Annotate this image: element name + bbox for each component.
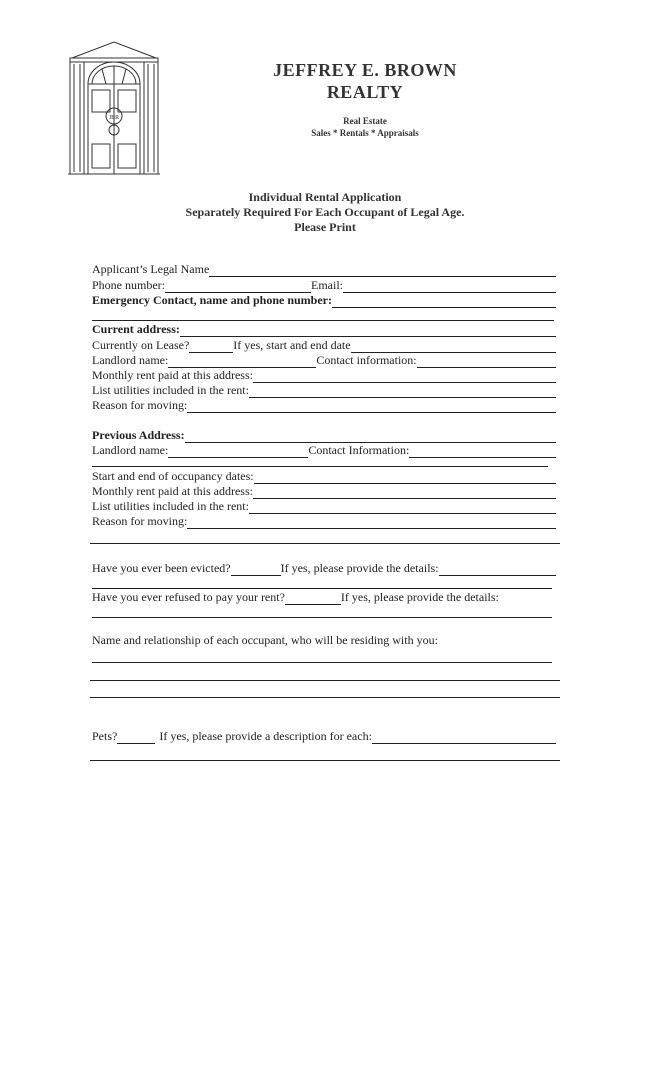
previous-landlord-row [92, 443, 556, 458]
applicant-name-field[interactable] [209, 265, 556, 277]
evicted-details-label: If yes, please provide the details: [280, 561, 439, 575]
previous-address-row [92, 428, 556, 443]
lease-dates-field[interactable] [351, 341, 556, 353]
current-landlord-field[interactable] [168, 356, 316, 368]
applicant-name-row [92, 262, 556, 277]
previous-rent-label: Monthly rent paid at this address: [92, 484, 253, 498]
realty-logo [68, 38, 160, 178]
phone-label: Phone number: [92, 278, 165, 292]
current-rent-field[interactable] [253, 371, 556, 383]
evicted-row [92, 561, 556, 576]
form-instruction: Please Print [294, 220, 356, 234]
current-utilities-field[interactable] [249, 386, 556, 398]
previous-utilities-row [92, 499, 556, 514]
refused-rent-details-label: If yes, please provide the details: [340, 590, 499, 604]
form-subtitle: Separately Required For Each Occupant of Legal Age. [185, 205, 465, 219]
previous-address-field[interactable] [185, 431, 556, 443]
refused-rent-details-line[interactable] [92, 617, 552, 618]
previous-section-divider[interactable] [90, 543, 560, 544]
refused-rent-label: Have you ever refused to pay your rent? [92, 590, 285, 604]
evicted-details-field[interactable] [439, 564, 556, 576]
applicant-name-label: Applicant’s Legal Name [92, 262, 210, 276]
email-label: Email: [311, 278, 343, 292]
emergency-contact-row [92, 293, 556, 308]
previous-reason-row [92, 514, 556, 529]
pets-details-label: If yes, please provide a description for each: [159, 729, 372, 743]
email-field[interactable] [343, 281, 556, 293]
lease-dates-label: If yes, start and end date [233, 338, 351, 352]
previous-dates-field[interactable] [254, 472, 556, 484]
current-landlord-label: Landlord name: [92, 353, 169, 367]
occupants-line-3[interactable] [90, 697, 560, 698]
previous-dates-row [92, 469, 556, 484]
emergency-contact-label: Emergency Contact, name and phone number: [92, 293, 332, 307]
phone-email-row [92, 278, 556, 293]
form-title: Individual Rental Application [248, 190, 402, 204]
previous-utilities-label: List utilities included in the rent: [92, 499, 249, 513]
phone-field[interactable] [165, 281, 311, 293]
current-utilities-row [92, 383, 556, 398]
emergency-contact-extra-line[interactable] [92, 320, 554, 321]
lease-label: Currently on Lease? [92, 338, 190, 352]
company-name-realty: REALTY [326, 82, 404, 102]
svg-text:JBR: JBR [108, 115, 120, 121]
refused-rent-row [92, 590, 556, 605]
current-contact-label: Contact information: [316, 353, 417, 367]
company-name: JEFFREY E. BROWN [273, 60, 457, 80]
evicted-label: Have you ever been evicted? [92, 561, 231, 575]
occupants-line-1[interactable] [92, 662, 552, 663]
lease-row [92, 338, 556, 353]
pets-row [92, 729, 556, 744]
previous-rent-field[interactable] [253, 487, 556, 499]
current-rent-label: Monthly rent paid at this address: [92, 368, 253, 382]
pets-extra-line[interactable] [90, 760, 560, 761]
pets-details-field[interactable] [372, 732, 556, 744]
occupants-row [92, 633, 556, 648]
current-contact-field[interactable] [417, 356, 556, 368]
pets-field[interactable] [117, 732, 155, 744]
emergency-contact-field[interactable] [332, 296, 556, 308]
previous-reason-field[interactable] [187, 517, 556, 529]
previous-contact-label: Contact Information: [308, 443, 410, 457]
evicted-extra-line[interactable] [92, 588, 552, 589]
previous-landlord-label: Landlord name: [92, 443, 169, 457]
current-landlord-row [92, 353, 556, 368]
current-address-row [92, 322, 556, 337]
current-utilities-label: List utilities included in the rent: [92, 383, 249, 397]
previous-rent-row [92, 484, 556, 499]
evicted-field[interactable] [231, 564, 281, 576]
tagline: Real Estate [343, 116, 387, 126]
previous-dates-label: Start and end of occupancy dates: [92, 469, 254, 483]
current-address-field[interactable] [180, 325, 556, 337]
pets-label: Pets? [92, 729, 118, 743]
previous-reason-label: Reason for moving: [92, 514, 188, 528]
current-reason-label: Reason for moving: [92, 398, 188, 412]
refused-rent-field[interactable] [285, 593, 341, 605]
occupants-line-2[interactable] [90, 680, 560, 681]
current-reason-field[interactable] [187, 401, 556, 413]
previous-address-label: Previous Address: [92, 428, 185, 442]
previous-extra-line[interactable] [92, 466, 548, 467]
previous-contact-field[interactable] [409, 446, 556, 458]
current-reason-row [92, 398, 556, 413]
current-rent-row [92, 368, 556, 383]
previous-landlord-field[interactable] [168, 446, 308, 458]
services: Sales * Rentals * Appraisals [311, 128, 419, 138]
previous-utilities-field[interactable] [249, 502, 556, 514]
current-address-label: Current address: [92, 322, 180, 336]
occupants-label: Name and relationship of each occupant, who will be residing with you: [92, 633, 438, 647]
lease-field[interactable] [189, 341, 233, 353]
